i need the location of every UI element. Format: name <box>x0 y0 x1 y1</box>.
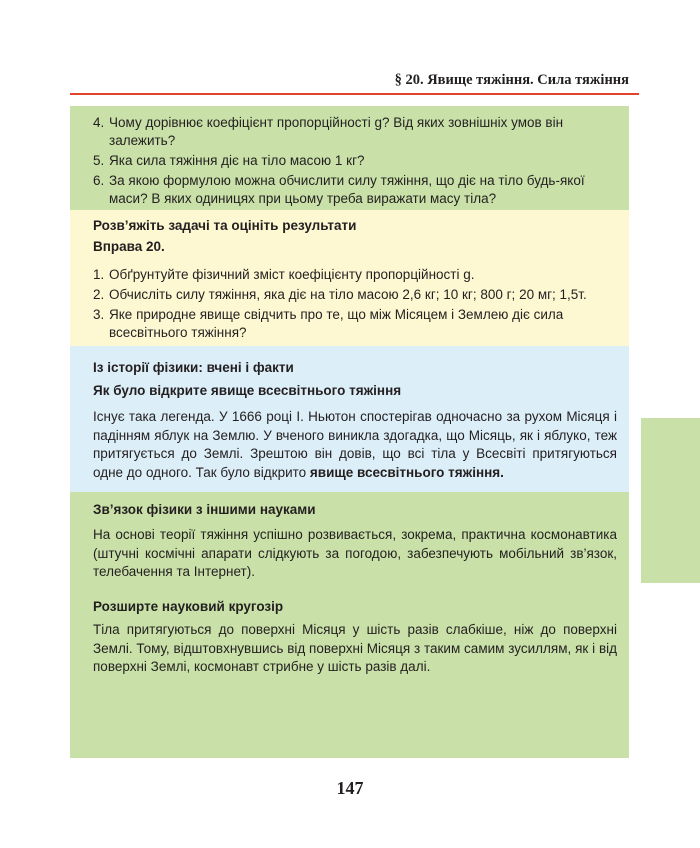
item-number: 4. <box>93 115 105 130</box>
list-item <box>93 114 613 150</box>
item-text: За якою формулою можна обчислити силу тяжіння, що діє на тіло будь-якої маси? В яких одиницях при цьому треба виражати масу тіла? <box>109 173 585 206</box>
connection-heading: Зв’язок фізики з іншими науками <box>93 502 316 517</box>
review-questions-block <box>70 106 629 210</box>
list-item <box>93 172 613 208</box>
item-number: 6. <box>93 173 105 188</box>
side-tab-marker <box>641 418 700 583</box>
item-text: Обґрунтуйте фізичний зміст коефіцієнту пропорційності g. <box>109 267 475 282</box>
item-number: 2. <box>93 287 105 302</box>
horizon-paragraph: Тіла притягуються до поверхні Місяця у шість разів слабкіше, ніж до поверхні Землі. Тому, відштовхнувшись від поверхні Місяця з таким самим зусиллям, як і від поверхні Землі, космонавт стрибне у шість разів далі. <box>93 622 617 674</box>
item-number: 1. <box>93 267 105 282</box>
list-item <box>93 266 617 284</box>
exercise-heading: Розв’яжіть задачі та оцініть результати <box>93 218 357 233</box>
history-heading: Із історії фізики: вчені і факти <box>93 360 294 375</box>
exercise-block <box>70 210 629 346</box>
running-header: § 20. Явище тяжіння. Сила тяжіння <box>394 72 629 88</box>
list-item <box>93 152 613 170</box>
horizon-heading: Розширте науковий кругозір <box>93 599 284 614</box>
item-number: 5. <box>93 153 105 168</box>
list-item <box>93 286 617 304</box>
item-text: Яке природне явище свідчить про те, що між Місяцем і Землею діє сила всесвітнього тяжіння? <box>109 307 564 340</box>
item-text: Чому дорівнює коефіцієнт пропорційності g? Від яких зовнішніх умов він залежить? <box>109 115 564 148</box>
header-divider <box>70 93 639 95</box>
list-item <box>93 306 617 342</box>
item-text: Яка сила тяжіння діє на тіло масою 1 кг? <box>109 153 365 168</box>
item-number: 3. <box>93 307 105 322</box>
questions-list <box>93 114 613 208</box>
page-number: 147 <box>336 778 364 798</box>
item-text: Обчисліть силу тяжіння, яка діє на тіло масою 2,6 кг; 10 кг; 800 г; 20 мг; 1,5т. <box>109 287 587 302</box>
exercise-list <box>93 266 617 342</box>
history-block <box>70 346 629 492</box>
history-text: Існує така легенда. У 1666 році І. Ньютон спостерігав одночасно за рухом Місяця і падінням яблук на Землю. У вченого виникла здогадка, що Місяць, як і яблуко, теж притягується до Землі. Зрештою він довів, що всі тіла у Всесвіті притягуються одне до одного. Так було відкрито <box>93 409 617 480</box>
history-bold-term: явище всесвітнього тяжіння. <box>309 464 504 480</box>
exercise-title: Вправа 20. <box>93 239 165 254</box>
history-subheading: Як було відкрите явище всесвітнього тяжіння <box>93 383 402 398</box>
connections-block <box>70 492 629 758</box>
history-paragraph <box>93 408 617 482</box>
connection-paragraph: На основі теорії тяжіння успішно розвивається, зокрема, практична космонавтика (штучні космічні апарати слідкують за погодою, забезпечують мобільний зв’язок, телебачення та Інтернет). <box>93 527 617 579</box>
